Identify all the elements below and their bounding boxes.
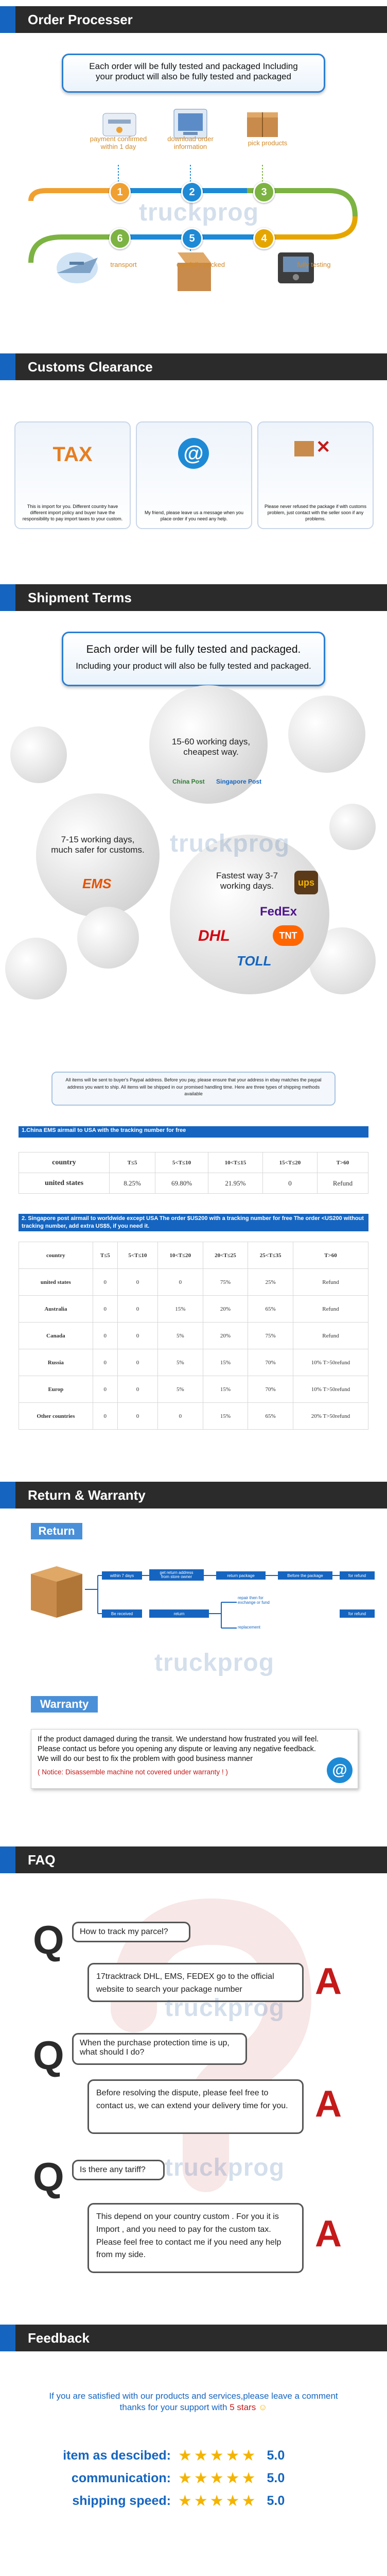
table2-cell: Europ xyxy=(19,1376,93,1403)
step-1-badge: 1 xyxy=(109,181,131,203)
option1-text: 15-60 working days, cheapest way. xyxy=(171,737,251,757)
shipment-section-header xyxy=(0,584,387,611)
flow-within-7-days: within 7 days xyxy=(102,1571,142,1580)
tax-icon: TAX xyxy=(52,443,93,466)
bubble-ems xyxy=(36,793,160,917)
table2-cell: Refund xyxy=(293,1323,368,1349)
header-accent xyxy=(0,1482,15,1509)
feedback-section-title: Feedback xyxy=(28,2330,90,2346)
rating-row xyxy=(51,2493,285,2509)
shipment-banner-line2: Including your product will also be fully tested and packaged. xyxy=(76,661,311,671)
shipment-banner xyxy=(62,632,325,686)
bubble xyxy=(5,938,67,999)
table2-cell: Refund xyxy=(293,1296,368,1323)
table2-cell: 5% xyxy=(158,1323,203,1349)
step-4-label: fully testing xyxy=(297,261,331,268)
table2-cell: 0 xyxy=(117,1376,157,1403)
table2-cell: 10% T>50refund xyxy=(293,1376,368,1403)
faq-answer-2: Before resolving the dispute, please feel free to contact us, we can extend your delivery time for you. xyxy=(87,2079,304,2134)
watermark: truckprog xyxy=(154,1649,275,1676)
table2-cell: 0 xyxy=(117,1403,157,1430)
star-rating-icon: ★★★★★ xyxy=(178,2469,258,2487)
step-1-label: payment confirmed within 1 day xyxy=(90,135,147,150)
rating-label: communication: xyxy=(71,2470,171,2485)
flow-be-received: Be received xyxy=(102,1609,142,1618)
table2-body xyxy=(19,1269,368,1430)
order-banner-line2: your product will also be fully tested and packaged xyxy=(96,72,291,81)
table-row xyxy=(19,1269,368,1296)
faq-answer-1: 17tracktrack DHL, EMS, FEDEX go to the official website to search your package number xyxy=(87,1963,304,2002)
ems-logo: EMS xyxy=(82,876,112,891)
header-accent xyxy=(0,2325,15,2351)
payment-icon xyxy=(103,113,136,136)
table2-cell: 0 xyxy=(93,1323,117,1349)
rating-label: item as descibed: xyxy=(63,2448,171,2463)
table2-col: 20<T≤25 xyxy=(203,1242,248,1269)
table2-col: T>60 xyxy=(293,1242,368,1269)
table2-col: 10<T≤20 xyxy=(158,1242,203,1269)
package-icon xyxy=(178,252,211,291)
tnt-logo: TNT xyxy=(273,925,304,946)
option3-text: Fastest way 3-7 working days. xyxy=(216,871,278,891)
table2-cell: 15% xyxy=(158,1296,203,1323)
header-accent xyxy=(0,353,15,380)
watermark: truckprog xyxy=(170,830,290,857)
table-singapore-post xyxy=(19,1242,368,1430)
table2-cell: 70% xyxy=(248,1349,293,1376)
customs-section-header xyxy=(0,353,387,380)
table2-cell: 15% xyxy=(203,1349,248,1376)
table-row xyxy=(19,1296,368,1323)
download-info-icon xyxy=(174,109,207,138)
feedback-line2-text: thanks for your support with xyxy=(119,2402,230,2413)
table-row xyxy=(19,1323,368,1349)
table1-header-row xyxy=(19,1153,368,1173)
feedback-line2 xyxy=(10,2402,377,2413)
table2-header-row xyxy=(19,1242,368,1269)
faq-section-title: FAQ xyxy=(28,1852,56,1868)
option2-text: 7-15 working days, much safer for customs. xyxy=(51,835,145,855)
toll-logo: TOLL xyxy=(237,953,272,969)
table2-caption: 2. Singapore post airmail to worldwide except USA The order $US200 with a tracking number for free The order <US200 without tracking number, add extra US$5, if you need it. xyxy=(19,1214,368,1231)
rating-score: 5.0 xyxy=(267,2448,285,2463)
order-banner xyxy=(62,54,325,93)
table2-cell: 20% xyxy=(203,1323,248,1349)
order-banner-line1: Each order will be fully tested and packaged Including xyxy=(89,61,298,71)
table-row xyxy=(19,1349,368,1376)
table1-cell: 8.25% xyxy=(109,1173,155,1194)
table-row xyxy=(19,1173,368,1194)
step-5-label: carefully packed xyxy=(177,261,225,268)
customs-card-tax-text: This is import for you. Different country have different import policy and buyer have the responsibility to pay import taxes to your custom. xyxy=(22,503,123,521)
warranty-section-title: Return & Warranty xyxy=(28,1487,146,1503)
bubble xyxy=(10,726,67,783)
flow-return: return xyxy=(149,1609,209,1618)
flow-before-package: Before the package xyxy=(278,1571,332,1580)
return-flow-diagram xyxy=(0,1551,387,1643)
table1-cell: 69.80% xyxy=(155,1173,208,1194)
watermark: truckprog xyxy=(165,2154,285,2181)
table1-cell: 21.95% xyxy=(208,1173,262,1194)
table2-cell: 0 xyxy=(158,1403,203,1430)
table2-cell: 75% xyxy=(248,1323,293,1349)
rating-row xyxy=(51,2447,285,2464)
table1-col: 10<T≤15 xyxy=(208,1153,262,1173)
faq-q-letter-2: Q xyxy=(33,2032,64,2078)
flow-for-refund-top: for refund xyxy=(340,1571,375,1580)
table2-cell: 0 xyxy=(117,1349,157,1376)
bubble xyxy=(329,804,376,850)
bubble-express xyxy=(170,835,329,994)
table2-cell: 15% xyxy=(203,1376,248,1403)
table2-cell: 5% xyxy=(158,1376,203,1403)
feedback-section-header xyxy=(0,2325,387,2351)
table2-cell: 5% xyxy=(158,1349,203,1376)
table2-cell: 15% xyxy=(203,1403,248,1430)
warranty-box xyxy=(31,1729,358,1789)
faq-section-header xyxy=(0,1846,387,1873)
table2-cell: 0 xyxy=(93,1376,117,1403)
step-2-badge: 2 xyxy=(181,181,203,203)
step-6-badge: 6 xyxy=(109,228,131,249)
shipment-banner-line1: Each order will be fully tested and packaged. xyxy=(86,643,301,655)
step-2-label: download order information xyxy=(167,135,214,150)
shipment-section-title: Shipment Terms xyxy=(28,589,132,605)
ups-logo: ups xyxy=(294,871,318,894)
step-6-label: transport xyxy=(110,261,137,268)
order-section-title: Order Processer xyxy=(28,11,133,27)
table2-cell: Refund xyxy=(293,1269,368,1296)
table2-cell: 0 xyxy=(93,1403,117,1430)
return-package-icon xyxy=(31,1566,82,1618)
table2-cell: Russia xyxy=(19,1349,93,1376)
table1-cell: united states xyxy=(19,1173,110,1194)
table2-cell: 0 xyxy=(158,1269,203,1296)
table2-cell: 70% xyxy=(248,1376,293,1403)
fedex-logo: FedEx xyxy=(260,905,297,919)
faq-answer-3: This depend on your country custom . For you it is Import , and you need to pay for the custom tax. Please feel free to contact me if you need any help from my side. xyxy=(87,2203,304,2273)
table2-cell: Australia xyxy=(19,1296,93,1323)
flow-replacement: replacement xyxy=(238,1625,261,1630)
return-tab: Return xyxy=(31,1523,82,1539)
step-5-badge: 5 xyxy=(181,228,203,249)
step-3-badge: 3 xyxy=(253,181,275,203)
table2-cell: 75% xyxy=(203,1269,248,1296)
feedback-line1: If you are satisfied with our products and services,please leave a comment xyxy=(49,2391,338,2401)
bubble xyxy=(77,907,139,969)
flow-return-package: return package xyxy=(216,1571,266,1580)
faq-question-1: How to track my parcel? xyxy=(72,1922,190,1942)
table2-cell: 0 xyxy=(117,1323,157,1349)
singapore-post-logo: Singapore Post xyxy=(216,778,262,785)
table2-col: 25<T≤35 xyxy=(248,1242,293,1269)
faq-q-letter-1: Q xyxy=(33,1917,64,1962)
table2-cell: Canada xyxy=(19,1323,93,1349)
rating-score: 5.0 xyxy=(267,2493,285,2508)
warranty-notice: ( Notice: Disassemble machine not covered under warranty ! ) xyxy=(38,1768,228,1776)
table2-cell: 65% xyxy=(248,1403,293,1430)
header-accent xyxy=(0,584,15,611)
table2-col: 5<T≤10 xyxy=(117,1242,157,1269)
faq-q-letter-3: Q xyxy=(33,2154,64,2199)
watermark: truckprog xyxy=(165,1994,285,2022)
step-4-badge: 4 xyxy=(253,228,275,249)
table1-col: T>60 xyxy=(317,1153,368,1173)
table-row xyxy=(19,1376,368,1403)
table2-col: T≤5 xyxy=(93,1242,117,1269)
table-ems-usa xyxy=(19,1152,368,1194)
table2-cell: 0 xyxy=(93,1269,117,1296)
step-3-label: pick products xyxy=(248,139,288,147)
table2-cell: 10% T>50refund xyxy=(293,1349,368,1376)
customs-card-refuse xyxy=(257,421,374,529)
customs-card-refuse-text: Please never refused the package if with customs problem, just contact with the seller soon if any problems. xyxy=(264,503,367,521)
table2-cell: 25% xyxy=(248,1269,293,1296)
rating-score: 5.0 xyxy=(267,2470,285,2485)
table1-col: 5<T≤10 xyxy=(155,1153,208,1173)
table1-cell: 0 xyxy=(262,1173,317,1194)
table2-cell: 65% xyxy=(248,1296,293,1323)
china-post-logo: China Post xyxy=(172,778,205,785)
header-accent xyxy=(0,6,15,33)
transport-icon xyxy=(57,252,98,283)
flow-for-refund-bottom: for refund xyxy=(340,1609,375,1618)
faq-a-letter-1: A xyxy=(315,1961,342,2002)
table2-cell: 0 xyxy=(117,1296,157,1323)
table-row xyxy=(19,1403,368,1430)
declined-package-icon xyxy=(294,441,314,456)
table2-cell: Other countries xyxy=(19,1403,93,1430)
star-rating-icon: ★★★★★ xyxy=(178,2492,258,2510)
feedback-message xyxy=(10,2391,377,2413)
table2-cell: 0 xyxy=(93,1296,117,1323)
pick-products-icon xyxy=(247,112,278,137)
smile-icon: ☺ xyxy=(258,2402,268,2413)
customs-card-tax xyxy=(14,421,131,529)
declined-mark-icon: ✕ xyxy=(316,437,331,457)
shipping-notice: All items will be sent to buyer's Paypal address. Before you pay, please ensure that your address in ebay matches the paypal address you want to ship. All items will be shipped in our promised handling time. Here are three types of shipping methods available xyxy=(51,1072,336,1106)
bubble xyxy=(288,696,365,773)
dhl-logo: DHL xyxy=(198,927,230,944)
table1-col: T≤5 xyxy=(109,1153,155,1173)
flow-get-return-address: get return address from store owner xyxy=(149,1569,204,1581)
customs-card-message-text: My friend, please leave us a message when you place order if you need any help. xyxy=(144,510,244,521)
warranty-section-header xyxy=(0,1482,387,1509)
table1-col-country: country xyxy=(19,1153,110,1173)
table2-cell: 20% xyxy=(203,1296,248,1323)
table2-col-country: country xyxy=(19,1242,93,1269)
table2-cell: 0 xyxy=(93,1349,117,1376)
customs-card-message xyxy=(136,421,252,529)
feedback-5-stars: 5 stars xyxy=(230,2402,256,2413)
star-rating-icon: ★★★★★ xyxy=(178,2447,258,2464)
warranty-tab: Warranty xyxy=(31,1696,98,1713)
email-icon: @ xyxy=(327,1757,353,1783)
flow-repair-exchange: repair then for exchange or fund xyxy=(238,1596,270,1605)
rating-row xyxy=(51,2470,285,2486)
table2-cell: 0 xyxy=(117,1269,157,1296)
order-section-header xyxy=(0,6,387,33)
email-icon: @ xyxy=(178,438,209,469)
table1-caption: 1.China EMS airmail to USA with the tracking number for free xyxy=(19,1126,368,1138)
rating-label: shipping speed: xyxy=(72,2493,171,2508)
faq-a-letter-2: A xyxy=(315,2083,342,2125)
table1-col: 15<T≤20 xyxy=(262,1153,317,1173)
header-accent xyxy=(0,1846,15,1873)
customs-section-title: Customs Clearance xyxy=(28,359,153,375)
table1-cell: Refund xyxy=(317,1173,368,1194)
table2-cell: 20% T>50refund xyxy=(293,1403,368,1430)
watermark: truckprog xyxy=(139,199,259,226)
warranty-text: If the product damaged during the transit. We understand how frustrated you will feel. Please contact us before you opening any dispute or leaving any negative feedback. We will do our best to fix the problem with good business manner xyxy=(38,1735,319,1764)
faq-a-letter-3: A xyxy=(315,2213,342,2255)
faq-question-3: Is there any tariff? xyxy=(72,2160,165,2180)
faq-question-2: When the purchase protection time is up, what should I do? xyxy=(72,2033,247,2065)
table2-cell: united states xyxy=(19,1269,93,1296)
